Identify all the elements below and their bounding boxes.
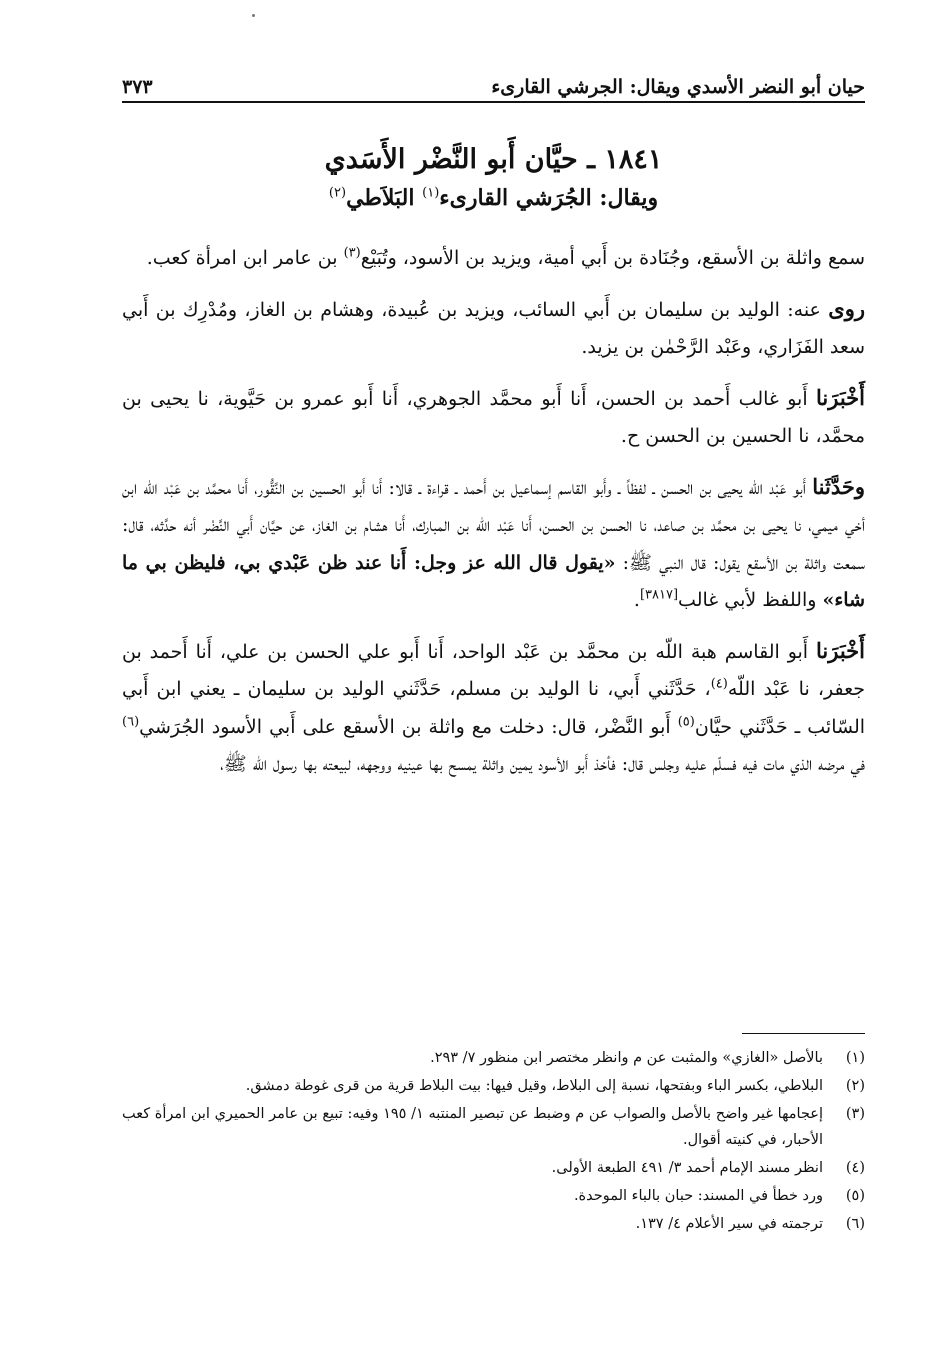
paragraph-1 (122, 240, 865, 278)
footnote-item (122, 1155, 865, 1181)
footnote-rule (742, 1033, 865, 1034)
footnote-number: (٢) (845, 1078, 865, 1094)
running-header (122, 62, 865, 98)
p4-end: . (633, 589, 640, 611)
footnotes (122, 1045, 865, 1239)
footnote-text: إعجامها غير واضح بالأصل والصواب عن م وضبط عن تبصير المنتبه ١/ ١٩٥ وفيه: تبيع بن عامر الحميري ابن امرأة كعب الأحبار، في كنيته أقوال. (122, 1106, 823, 1148)
scan-speck (252, 14, 255, 17)
header-rule (122, 101, 865, 103)
footnote-number: (٣) (845, 1106, 865, 1122)
footnote-text: ترجمته في سير الأعلام ٤/ ١٣٧. (635, 1216, 823, 1232)
footnote-number: (١) (845, 1050, 865, 1066)
footnote-ref-6[interactable]: (٦) (122, 714, 140, 730)
footnote-item (122, 1211, 865, 1237)
p5-text-a: أَبو القاسم هبة اللّه بن محمَّد بن عَبْد الواحد، أَنا أَبو علي الحسن بن علي، أَنا أَحمد بن جعفر، نا عَبْد اللّه (122, 640, 865, 700)
paragraph-3 (122, 379, 865, 456)
paragraph-4 (122, 468, 865, 620)
paragraph-2 (122, 290, 865, 367)
p2-text: عنه: الوليد بن سليمان بن أَبي السائب، ويزيد بن عُبيدة، وهشام بن الغاز، ومُدْرِك بن أَبي سعد الفَزَاري، وعَبْد الرَّحْمٰن بن يزيد. (122, 298, 865, 358)
footnote-item (122, 1101, 865, 1153)
footnote-ref-1[interactable]: (١) (422, 185, 440, 201)
entry-subtitle (122, 178, 865, 218)
main-text (122, 240, 865, 796)
footnote-text: انظر مسند الإمام أحمد ٣/ ٤٩١ الطبعة الأولى. (551, 1160, 823, 1176)
p1-text-b: بن عامر ابن امرأة كعب. (146, 247, 344, 269)
footnote-number: (٤) (845, 1160, 865, 1176)
footnote-text: بالأصل «الغازي» والمثبت عن م وانظر مختصر ابن منظور ٧/ ٢٩٣. (430, 1050, 823, 1066)
entry-title: ١٨٤١ ـ حيَّان أَبو النَّضْر الأَسَدي (324, 144, 663, 175)
hadith-number: [٣٨١٧] (639, 587, 679, 603)
p5-lead-word: أَخْبَرَنا (816, 637, 865, 663)
p1-text-a: سمع واثلة بن الأسقع، وجُنَادة بن أَبي أمية، ويزيد بن الأسود، وتُبَيْع (360, 247, 865, 269)
p3-lead-word: أَخْبَرَنا (816, 384, 865, 410)
subtitle-text-b: البَلاَطي (346, 185, 423, 211)
footnote-number: (٥) (845, 1188, 865, 1204)
p4-text-a: أَبو عَبْد اللّه يحيى بن الحسن ـ لفظاً ـ وأَبو القاسم إسماعيل بن أَحمد ـ قراءة ـ قالا: أَنا أَبو الحسين بن النَّقُّور، أَنا محمَّد بن عَبْد اللّه ابن أخي ميمي، نا يحيى بن محمَّد بن صاعد، نا الحسن بن الحسن، أَنا عَبْد اللّه بن المبارك، أَنا هشام بن الغاز، عن حيَّان أَبي النَّضْر أنه حدَّثه، قال: سمعت واثلة بن الأسقع يقول: قال النبي ﷺ: (122, 476, 865, 574)
hadith-quote: «يقول قال الله عز وجل: أَنا عند ظن عَبْدي بي، فليظن بي ما شاء» (122, 551, 865, 611)
footnote-ref-2[interactable]: (٢) (328, 185, 347, 201)
footnote-item (122, 1183, 865, 1209)
p3-text: أَبو غالب أَحمد بن الحسن، أَنا أَبو محمَّد الجوهري، أَنا أَبو عمرو بن حَيَّوية، نا يحيى بن محمَّد، نا الحسين بن الحسن ح. (122, 387, 865, 447)
p4-text-b: واللفظ لأبي غالب (678, 589, 823, 611)
p4-lead-word: وحَدَّثَنا (812, 473, 865, 499)
page-number: ٣٧٣ (122, 76, 153, 98)
subtitle-text-a: ويقال: الجُرَشي القارىء (439, 185, 659, 211)
footnote-number: (٦) (845, 1216, 865, 1232)
footnote-text: البلاطي، بكسر الباء وبفتحها، نسبة إلى البلاط، وقيل فيها: بيت البلاط قرية من قرى غوطة دمشق. (245, 1078, 823, 1094)
p5-text-d: في مرضه الذي مات فيه فسلّم عليه وجلس قال: فأخذ أَبو الأسود يمين واثلة يمسح بها عينيه ووجهه، لبيعته بها رسول الله ﷺ، (220, 753, 865, 775)
footnote-ref-5[interactable]: (٥) (677, 714, 695, 730)
footnote-item (122, 1045, 865, 1071)
paragraph-5 (122, 632, 865, 784)
p5-text-b: ، حَدَّثَني أَبي، نا الوليد بن مسلم، حَدَّثَني الوليد بن سليمان ـ يعني ابن أَبي السّائب ـ حَدَّثَني حيَّان (122, 678, 866, 738)
running-title: حيان أبو النضر الأسدي ويقال: الجرشي القارىء (491, 76, 865, 98)
footnote-item (122, 1073, 865, 1099)
p2-lead-word: روى (828, 295, 865, 321)
footnote-ref-4[interactable]: (٤) (710, 676, 728, 692)
p5-text-c: أَبو النَّضْر، قال: دخلت مع واثلة بن الأسقع على أَبي الأسود الجُرَشي (139, 715, 678, 738)
footnote-text: ورد خطأ في المسند: حبان بالباء الموحدة. (573, 1188, 823, 1204)
footnote-ref-3[interactable]: (٣) (343, 245, 361, 261)
